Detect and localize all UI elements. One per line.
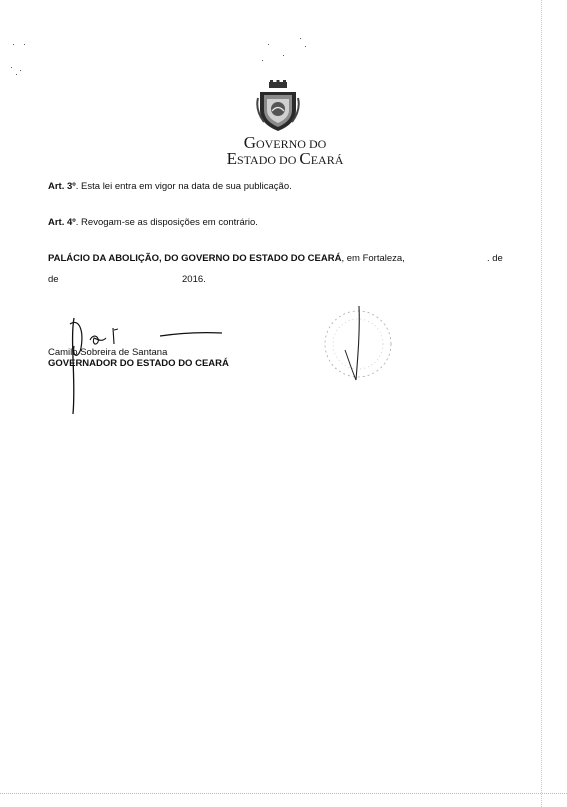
scan-speck	[20, 70, 21, 71]
official-stamp	[318, 300, 398, 388]
scan-speck	[283, 55, 284, 56]
closing-date-fragment: . de	[487, 253, 503, 264]
signatory-title: GOVERNADOR DO ESTADO DO CEARÁ	[48, 358, 229, 369]
scan-speck	[16, 74, 17, 75]
scan-speck	[11, 67, 12, 68]
scan-edge-right	[541, 0, 542, 807]
scan-speck	[268, 44, 269, 45]
government-title-line2: ESTADO DO CEARÁ	[226, 149, 344, 168]
scan-speck	[305, 46, 306, 47]
scan-speck	[262, 60, 263, 61]
signatory-name: Camilo Sobreira de Santana	[48, 347, 168, 358]
scan-speck	[300, 38, 301, 39]
scan-edge-bottom	[0, 793, 567, 794]
scan-speck	[13, 44, 14, 45]
article-4: Art. 4º. Revogam-se as disposições em contrário.	[48, 217, 258, 228]
article-3: Art. 3º. Esta lei entra em vigor na data de sua publicação.	[48, 181, 292, 192]
closing-year: 2016.	[182, 274, 206, 285]
scan-speck	[24, 44, 25, 45]
state-coat-of-arms-icon	[256, 80, 300, 132]
closing-place-line: PALÁCIO DA ABOLIÇÃO, DO GOVERNO DO ESTADO DO CEARÁ, em Fortaleza,	[48, 253, 405, 264]
closing-de: de	[48, 274, 59, 285]
government-title-line1: GOVERNO DO	[243, 133, 327, 152]
